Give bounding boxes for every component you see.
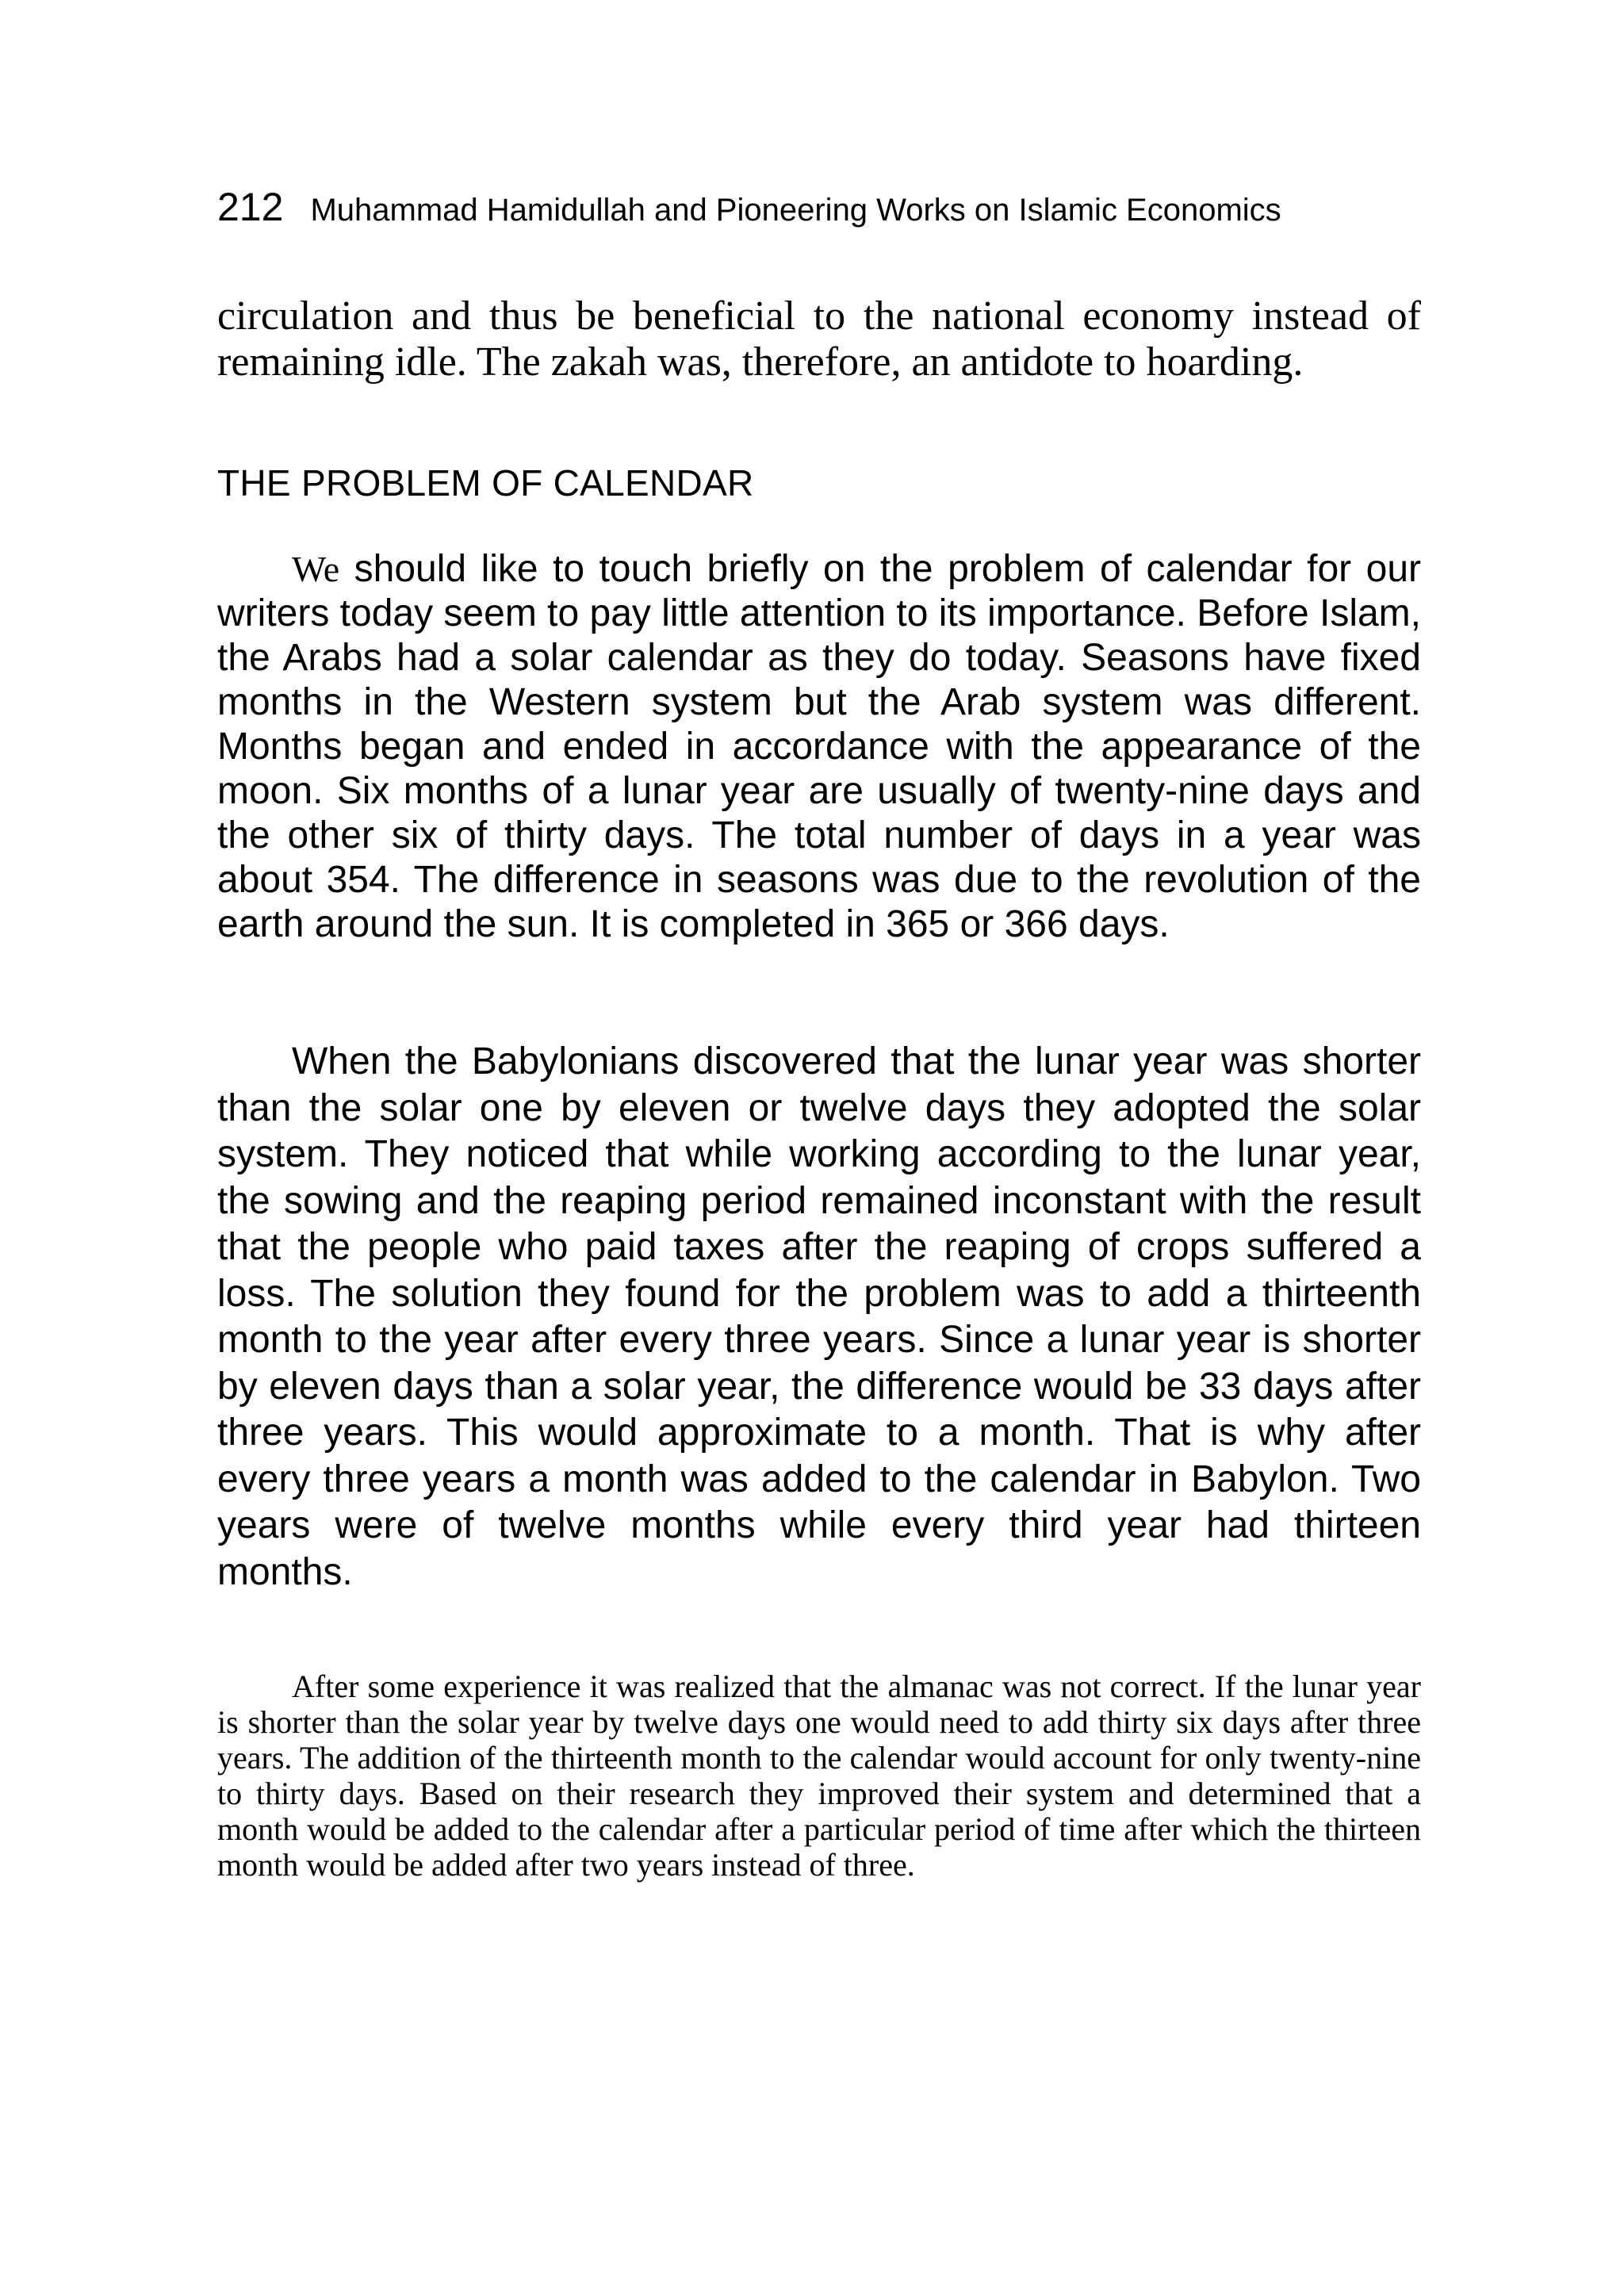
running-title: Muhammad Hamidullah and Pioneering Works on Islamic Economics [310,193,1281,228]
page-number: 212 [217,185,284,229]
paragraph-first-word: We [292,549,340,589]
paragraph-calendar-intro-text: should like to touch briefly on the problem of calendar for our writers today seem to pay little attention to its importance. Before Islam, the Arabs had a solar calendar as they do today. Seasons have fixed months in the Western system but the Arab system was different. Months began and ended in accordance with the appearance of the moon. Six months of a lunar year are usually of twenty-nine days and the other six of thirty days. The total number of days in a year was about 354. The difference in seasons was due to the revolution of the earth around the sun. It is completed in 365 or 366 days. [217,548,1421,945]
paragraph-babylonians: When the Babylonians discovered that the lunar year was shorter than the solar one by eleven or twelve days they adopted the solar system. They noticed that while working according to the lunar year, the sowing and the reaping period remained inconstant with the result that the people who paid taxes after the reaping of crops suffered a loss. The solution they found for the problem was to add a thirteenth month to the year after every three years. Since a lunar year is shorter by eleven days than a solar year, the difference would be 33 days after three years. This would approximate to a month. That is why after every three years a month was added to the calendar in Babylon. Two years were of twelve months while every third year had thirteen months. [217,1040,1421,1593]
paragraph-almanac: After some experience it was realized that the almanac was not correct. If the lunar year is shorter than the solar year by twelve days one would need to add thirty six days after three years. The addition of the thirteenth month to the calendar would account for only twenty-nine to thirty days. Based on their research they improved their system and determined that a month would be added to the calendar after a particular period of time after which the thirteen month would be added after two years instead of three. [217,1668,1421,1883]
running-head [217,184,1421,230]
paragraph-calendar-intro [217,547,1421,947]
section-heading: THE PROBLEM OF CALENDAR [217,462,754,504]
continuation-paragraph: circulation and thus be beneficial to the national economy instead of remaining idle. The zakah was, therefore, an antidote to hoarding. [217,293,1421,385]
